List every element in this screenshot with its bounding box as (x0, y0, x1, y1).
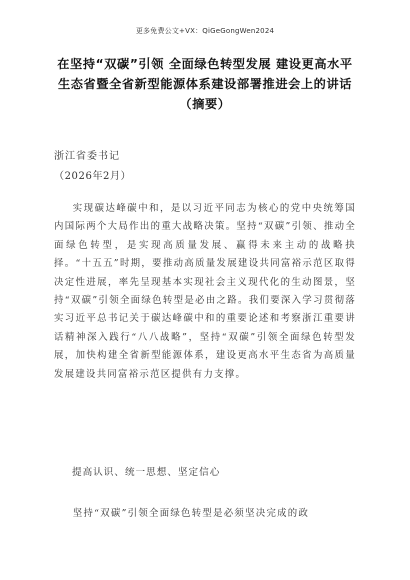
author-line: 浙江省委书记 (54, 151, 120, 162)
section-heading: 提高认识、统一思想、坚定信心 (72, 467, 221, 478)
date-line: （2026年2月） (54, 171, 132, 182)
header-note: 更多免费公文+VX：QiGeGongWen2024 (135, 27, 275, 35)
body-paragraph-2: 坚持“双碳”引领全面绿色转型是必须坚决完成的政 (72, 508, 310, 519)
body-paragraph: 实现碳达峰碳中和，是以习近平同志为核心的党中央统筹国内国际两个大局作出的重大战略决策。坚持“双碳”引领、推动全面绿色转型，是实现高质量发展、赢得未来主动的战略抉择。“十五五”时期，要推动高质量发展建设共同富裕示范区取得决定性进展，率先呈现基本实现社会主义现代化的生动图景，坚持“双碳”引领全面绿色转型是必由之路。我们要深入学习贯彻落实习近平总书记关于碳达峰碳中和的重要论述和考察浙江重要讲话精神深入践行“八八战略”，坚持“双碳”引领全面绿色转型发展，加快构建全省新型能源体系，建设更高水平生态省为高质量发展建设共同富裕示范区提供有力支撑。 (54, 203, 356, 380)
document-title: 在坚持“双碳”引领 全面绿色转型发展 建设更高水平生态省暨全省新型能源体系建设部署推进会上的讲话（摘要） (57, 57, 353, 111)
